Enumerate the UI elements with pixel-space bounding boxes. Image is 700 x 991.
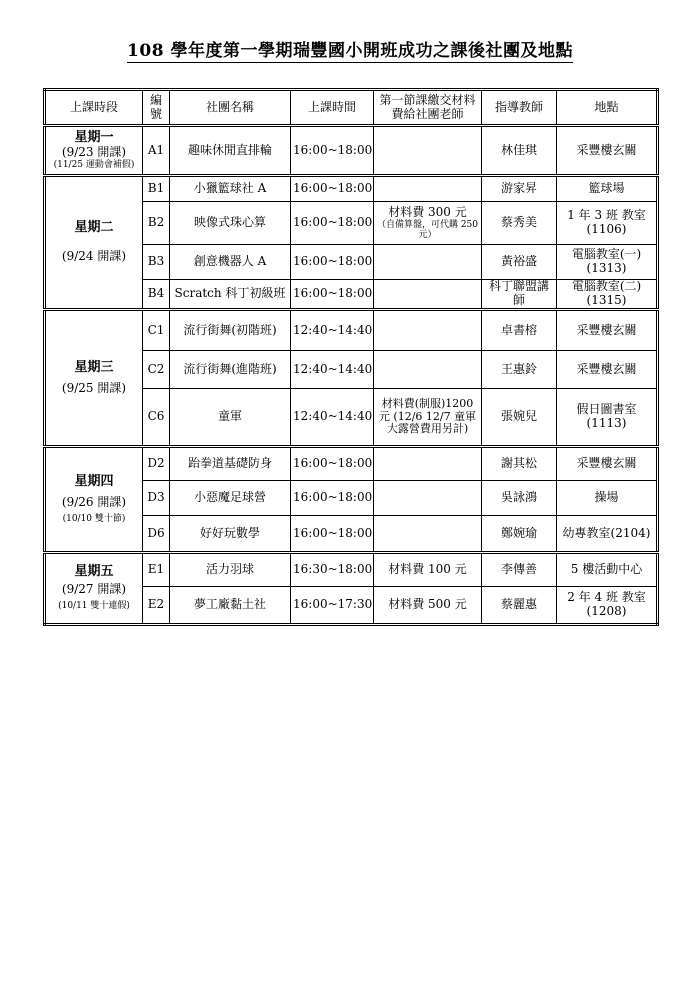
club-name-cell: 好好玩數學 xyxy=(170,516,291,553)
code-cell: A1 xyxy=(143,126,170,176)
place-cell: 采豐樓玄關 xyxy=(557,351,658,389)
table-row xyxy=(45,176,658,202)
day-note: (11/25 運動會補假) xyxy=(53,159,135,170)
time-cell: 16:30~18:00 xyxy=(291,553,374,587)
place-cell: 采豐樓玄關 xyxy=(557,126,658,176)
place-cell: 籃球場 xyxy=(557,176,658,202)
code-cell: E1 xyxy=(143,553,170,587)
club-name-cell: 夢工廠黏土社 xyxy=(170,587,291,625)
code-cell: D2 xyxy=(143,447,170,481)
teacher-cell: 吳詠鴻 xyxy=(482,481,557,516)
code-cell: B1 xyxy=(143,176,170,202)
code-cell: D6 xyxy=(143,516,170,553)
teacher-cell: 王惠鈴 xyxy=(482,351,557,389)
place-cell: 假日圖書室 (1113) xyxy=(557,389,658,447)
time-cell: 16:00~18:00 xyxy=(291,245,374,280)
club-name-cell: 跆拳道基礎防身 xyxy=(170,447,291,481)
place-cell: 操場 xyxy=(557,481,658,516)
time-cell: 16:00~18:00 xyxy=(291,126,374,176)
day-label: 星期五 xyxy=(74,564,114,580)
fee-cell: 材料費 500 元 xyxy=(374,587,482,625)
place-cell: 1 年 3 班 教室 (1106) xyxy=(557,202,658,245)
teacher-cell: 游家昇 xyxy=(482,176,557,202)
club-name-cell: 趣味休閒直排輪 xyxy=(170,126,291,176)
time-cell: 16:00~18:00 xyxy=(291,447,374,481)
day-cell-tuesday xyxy=(45,176,143,310)
fee-note: （自備算盤，可代購 250 元） xyxy=(376,219,479,240)
place-cell: 2 年 4 班 教室 (1208) xyxy=(557,587,658,625)
club-name-cell: 童軍 xyxy=(170,389,291,447)
teacher-cell: 黃裕盛 xyxy=(482,245,557,280)
fee-cell xyxy=(374,351,482,389)
fee-cell xyxy=(374,126,482,176)
time-cell: 12:40~14:40 xyxy=(291,351,374,389)
fee-cell xyxy=(374,481,482,516)
day-label: 星期二 xyxy=(74,220,114,236)
club-name-cell: 小獵籃球社 A xyxy=(170,176,291,202)
fee-cell xyxy=(374,280,482,310)
time-cell: 12:40~14:40 xyxy=(291,310,374,351)
day-cell-friday xyxy=(45,553,143,625)
teacher-cell: 蔡麗惠 xyxy=(482,587,557,625)
day-label: 星期四 xyxy=(74,473,114,489)
place-cell: 電腦教室(二) (1315) xyxy=(557,280,658,310)
fee-text: 材料費 300 元 xyxy=(388,204,467,219)
fee-cell xyxy=(374,245,482,280)
club-name-cell: 活力羽球 xyxy=(170,553,291,587)
day-note: (10/11 雙十連假) xyxy=(58,601,130,612)
place-cell: 5 樓活動中心 xyxy=(557,553,658,587)
club-name-cell: 流行街舞(進階班) xyxy=(170,351,291,389)
header-code: 編號 xyxy=(143,90,170,126)
fee-cell xyxy=(374,202,482,245)
header-fee: 第一節課繳交材料費給社團老師 xyxy=(374,90,482,126)
teacher-cell: 謝其松 xyxy=(482,447,557,481)
page-title xyxy=(0,36,700,61)
teacher-cell: 鄭婉瑜 xyxy=(482,516,557,553)
table-row xyxy=(45,126,658,176)
day-start: (9/23 開課) xyxy=(61,144,127,159)
code-cell: C1 xyxy=(143,310,170,351)
header-place: 地點 xyxy=(557,90,658,126)
time-cell: 16:00~18:00 xyxy=(291,516,374,553)
fee-cell xyxy=(374,516,482,553)
code-cell: C2 xyxy=(143,351,170,389)
day-start: (9/27 開課) xyxy=(61,582,127,597)
place-cell: 采豐樓玄關 xyxy=(557,310,658,351)
code-cell: E2 xyxy=(143,587,170,625)
code-cell: B3 xyxy=(143,245,170,280)
time-cell: 16:00~18:00 xyxy=(291,481,374,516)
fee-cell xyxy=(374,310,482,351)
fee-cell xyxy=(374,447,482,481)
day-cell-thursday xyxy=(45,447,143,553)
teacher-cell: 蔡秀美 xyxy=(482,202,557,245)
teacher-cell: 卓書榕 xyxy=(482,310,557,351)
day-cell-monday xyxy=(45,126,143,176)
day-label: 星期三 xyxy=(74,359,114,375)
header-row xyxy=(45,90,658,126)
fee-cell: 材料費(制服)1200 元 (12/6 12/7 童軍大露營費用另計) xyxy=(374,389,482,447)
club-name-cell: 映像式珠心算 xyxy=(170,202,291,245)
day-label: 星期一 xyxy=(74,129,114,145)
table-row xyxy=(45,310,658,351)
day-note: (10/10 雙十節) xyxy=(62,513,126,524)
time-cell: 16:00~17:30 xyxy=(291,587,374,625)
place-cell: 電腦教室(一) (1313) xyxy=(557,245,658,280)
time-cell: 16:00~18:00 xyxy=(291,176,374,202)
club-name-cell: Scratch 科丁初級班 xyxy=(170,280,291,310)
fee-cell xyxy=(374,176,482,202)
teacher-cell: 林佳琪 xyxy=(482,126,557,176)
time-cell: 16:00~18:00 xyxy=(291,280,374,310)
header-session: 上課時段 xyxy=(45,90,143,126)
header-club-name: 社團名稱 xyxy=(170,90,291,126)
code-cell: C6 xyxy=(143,389,170,447)
code-cell: B2 xyxy=(143,202,170,245)
club-name-cell: 流行街舞(初階班) xyxy=(170,310,291,351)
teacher-cell: 李傳善 xyxy=(482,553,557,587)
teacher-cell: 張婉兒 xyxy=(482,389,557,447)
club-name-cell: 小惡魔足球營 xyxy=(170,481,291,516)
code-cell: B4 xyxy=(143,280,170,310)
day-cell-wednesday xyxy=(45,310,143,447)
place-cell: 采豐樓玄關 xyxy=(557,447,658,481)
time-cell: 12:40~14:40 xyxy=(291,389,374,447)
day-start: (9/24 開課) xyxy=(61,249,127,264)
time-cell: 16:00~18:00 xyxy=(291,202,374,245)
teacher-cell: 科丁聯盟講師 xyxy=(482,280,557,310)
table-row xyxy=(45,447,658,481)
code-cell: D3 xyxy=(143,481,170,516)
header-teacher: 指導教師 xyxy=(482,90,557,126)
page-title-text: 108 學年度第一學期瑞豐國小開班成功之課後社團及地點 xyxy=(127,41,573,61)
table-row xyxy=(45,553,658,587)
header-time: 上課時間 xyxy=(291,90,374,126)
day-start: (9/26 開課) xyxy=(61,494,127,509)
club-name-cell: 創意機器人 A xyxy=(170,245,291,280)
fee-cell: 材料費 100 元 xyxy=(374,553,482,587)
place-cell: 幼專教室(2104) xyxy=(557,516,658,553)
club-schedule-table xyxy=(43,88,659,626)
day-start: (9/25 開課) xyxy=(61,380,127,395)
